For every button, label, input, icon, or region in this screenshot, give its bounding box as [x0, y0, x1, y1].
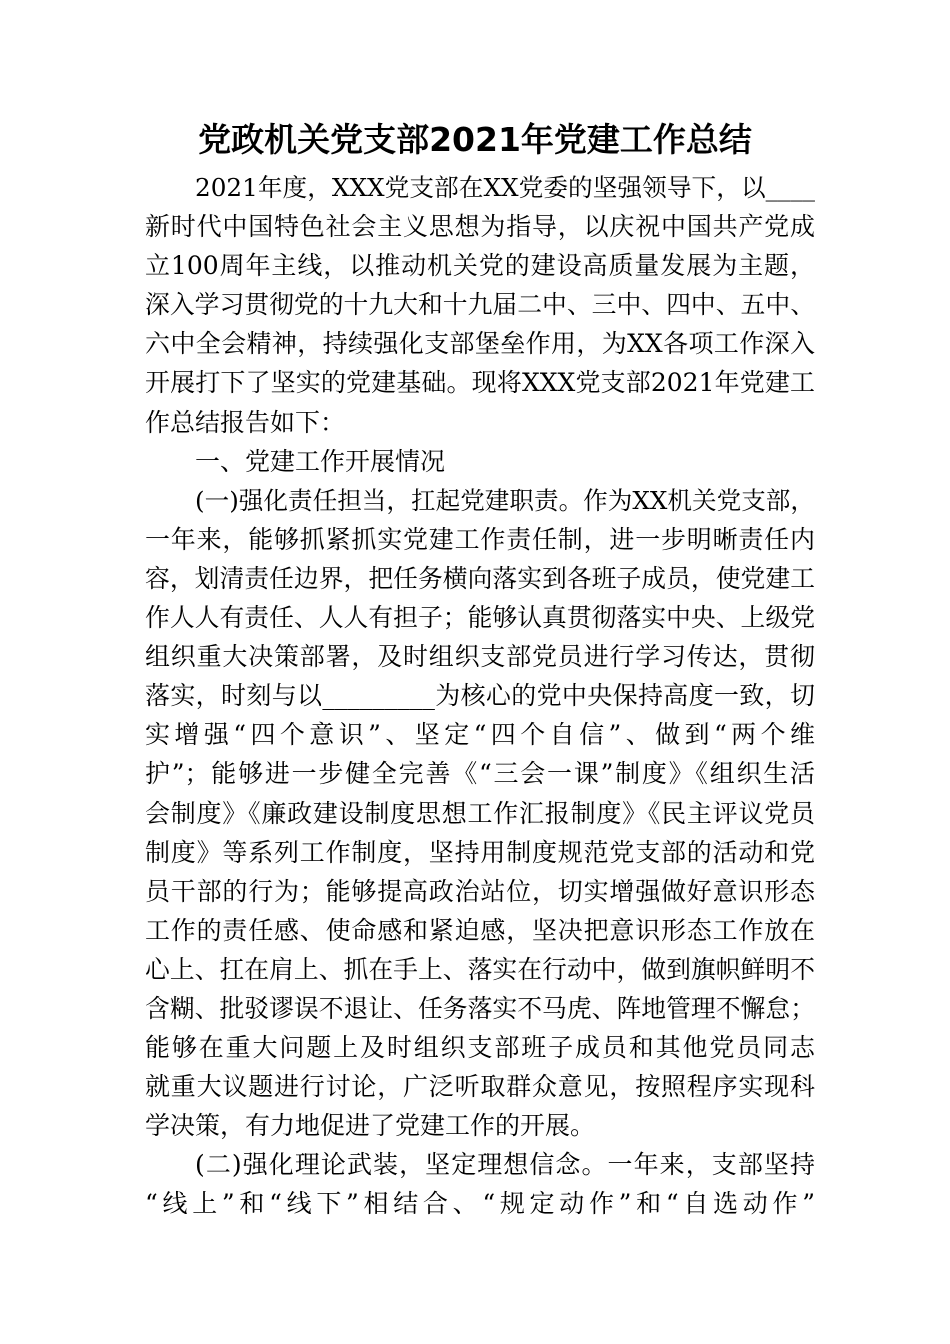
text-line: 新时代中国特色社会主义思想为指导，以庆祝中国共产党成 — [145, 212, 815, 242]
text-line: 作人人有责任、人人有担子；能够认真贯彻落实中央、上级党 — [145, 603, 815, 633]
text-line: 学决策，有力地促进了党建工作的开展。 — [145, 1111, 596, 1141]
text-line: 员干部的行为；能够提高政治站位，切实增强做好意识形态 — [145, 876, 815, 906]
text-line: 护”；能够进一步健全完善《“三会一课”制度》《组织生活 — [145, 759, 815, 789]
text-line: 能够在重大问题上及时组织支部班子成员和其他党员同志 — [145, 1033, 815, 1063]
text-line: 制度》等系列工作制度，坚持用制度规范党支部的活动和党 — [145, 837, 815, 867]
text-line: 就重大议题进行讨论，广泛听取群众意见，按照程序实现科 — [145, 1072, 815, 1102]
text-line: 含糊、批驳谬误不退让、任务落实不马虎、阵地管理不懈怠； — [145, 993, 815, 1023]
text-line: 落实，时刻与以_________为核心的党中央保持高度一致，切 — [145, 681, 815, 711]
document-title: 党政机关党支部2021年党建工作总结 — [198, 120, 752, 159]
text-line: “线上”和“线下”相结合、“规定动作”和“自选动作” — [145, 1189, 815, 1219]
document-body — [145, 168, 815, 1224]
text-line: 容，划清责任边界，把任务横向落实到各班子成员，使党建工 — [145, 563, 815, 593]
text-line: 心上、扛在肩上、抓在手上、落实在行动中，做到旗帜鲜明不 — [145, 954, 815, 984]
text-line: 会制度》《廉政建设制度思想工作汇报制度》《民主评议党员 — [145, 798, 815, 828]
text-line: 一年来，能够抓紧抓实党建工作责任制，进一步明晰责任内 — [145, 524, 815, 554]
text-line: 组织重大决策部署，及时组织支部党员进行学习传达，贯彻 — [145, 642, 815, 672]
text-line: 2021年度，XXX党支部在XX党委的坚强领导下，以____ — [195, 173, 815, 202]
text-line: (一)强化责任担当，扛起党建职责。作为XX机关党支部， — [195, 485, 815, 515]
text-line: 工作的责任感、使命感和紧迫感，坚决把意识形态工作放在 — [145, 915, 815, 945]
text-line: 实增强“四个意识”、坚定“四个自信”、做到“两个维 — [145, 720, 815, 750]
text-line: 六中全会精神，持续强化支部堡垒作用，为XX各项工作深入 — [145, 329, 815, 359]
text-line: (二)强化理论武装，坚定理想信念。一年来，支部坚持 — [195, 1150, 815, 1180]
text-line: 作总结报告如下： — [145, 407, 346, 437]
text-line: 开展打下了坚实的党建基础。现将XXX党支部2021年党建工 — [145, 368, 815, 398]
text-line: 深入学习贯彻党的十九大和十九届二中、三中、四中、五中、 — [145, 290, 815, 320]
text-line: 立100周年主线，以推动机关党的建设高质量发展为主题， — [145, 251, 815, 281]
text-line: 一、党建工作开展情况 — [195, 446, 446, 476]
